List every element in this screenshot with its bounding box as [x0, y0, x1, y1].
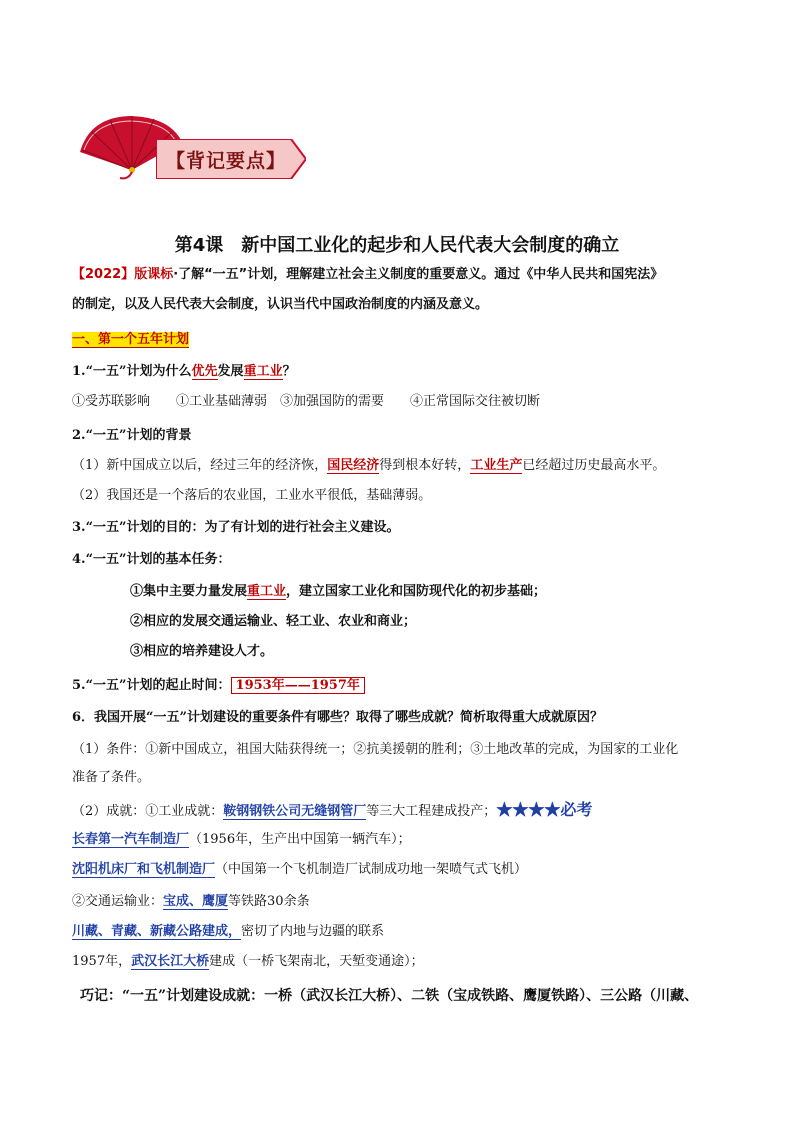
achievement-2: 长春第一汽车制造厂（1956年，生产出中国第一辆汽车）；	[72, 832, 411, 847]
banner-title: 【背记要点】	[166, 150, 287, 172]
standard-line-1: 【2022】版课标·了解“一五”计划，理解建立社会主义制度的重要意义。通过《中华人民共和国宪法》	[72, 267, 664, 282]
question-3: 3.“一五”计划的目的：为了有计划的进行社会主义建设。	[72, 520, 400, 535]
achievement-6: 1957年，武汉长江大桥建成（一桥飞架南北，天堑变通途）；	[72, 954, 424, 969]
task-2: ②相应的发展交通运输业、轻工业、农业和商业；	[130, 614, 417, 629]
condition-line-2: 准备了条件。	[72, 770, 151, 785]
task-3: ③相应的培养建设人才。	[130, 644, 274, 659]
answer-2-1: （1）新中国成立以后，经过三年的经济恢，国民经济得到根本好转，工业生产已经超过历史最高水平。	[72, 458, 666, 473]
page-title: 第4课 新中国工业化的起步和人民代表大会制度的确立	[174, 235, 620, 256]
star-icon: ★★★★必考	[496, 800, 593, 819]
condition-line-1: （1）条件：①新中国成立，祖国大陆获得统一；②抗美援朝的胜利；③土地改革的完成，为国家的工业化	[72, 742, 679, 757]
question-1: 1.“一五”计划为什么优先发展重工业？	[72, 364, 296, 379]
achievement-5: 川藏、青藏、新藏公路建成，密切了内地与边疆的联系	[72, 924, 385, 939]
achievement-1: （2）成就：①工业成就：鞍钢钢铁公司无缝钢管厂等三大工程建成投产；★★★★必考	[72, 800, 593, 819]
question-6: 6．我国开展“一五”计划建设的重要条件有哪些？取得了哪些成就？简析取得重大成就原因？	[72, 710, 604, 725]
question-5: 5.“一五”计划的起止时间： 1953年——1957年	[72, 676, 365, 696]
achievement-4: ②交通运输业：宝成、鹰厦等铁路30余条	[72, 894, 310, 909]
question-2: 2.“一五”计划的背景	[72, 428, 192, 443]
task-1: ①集中主要力量发展重工业，建立国家工业化和国防现代化的初步基础；	[130, 584, 547, 599]
memory-tip: 巧记：“一五”计划建设成就：一桥（武汉长江大桥）、二铁（宝成铁路、鹰厦铁路）、三公路（川藏、	[80, 988, 699, 1004]
answer-2-2: （2）我国还是一个落后的农业国，工业水平很低，基础薄弱。	[72, 488, 432, 503]
achievement-3: 沈阳机床厂和飞机制造厂（中国第一个飞机制造厂试制成功地一架喷气式飞机）	[72, 862, 528, 877]
question-4: 4.“一五”计划的基本任务：	[72, 552, 231, 567]
answer-1: ①受苏联影响 ①工业基础薄弱 ③加强国防的需要 ④正常国际交往被切断	[72, 394, 541, 409]
section-heading: 一、第一个五年计划	[72, 332, 190, 347]
section-header	[70, 112, 310, 182]
standard-line-2: 的制定，以及人民代表大会制度，认识当代中国政治制度的内涵及意义。	[72, 297, 489, 312]
